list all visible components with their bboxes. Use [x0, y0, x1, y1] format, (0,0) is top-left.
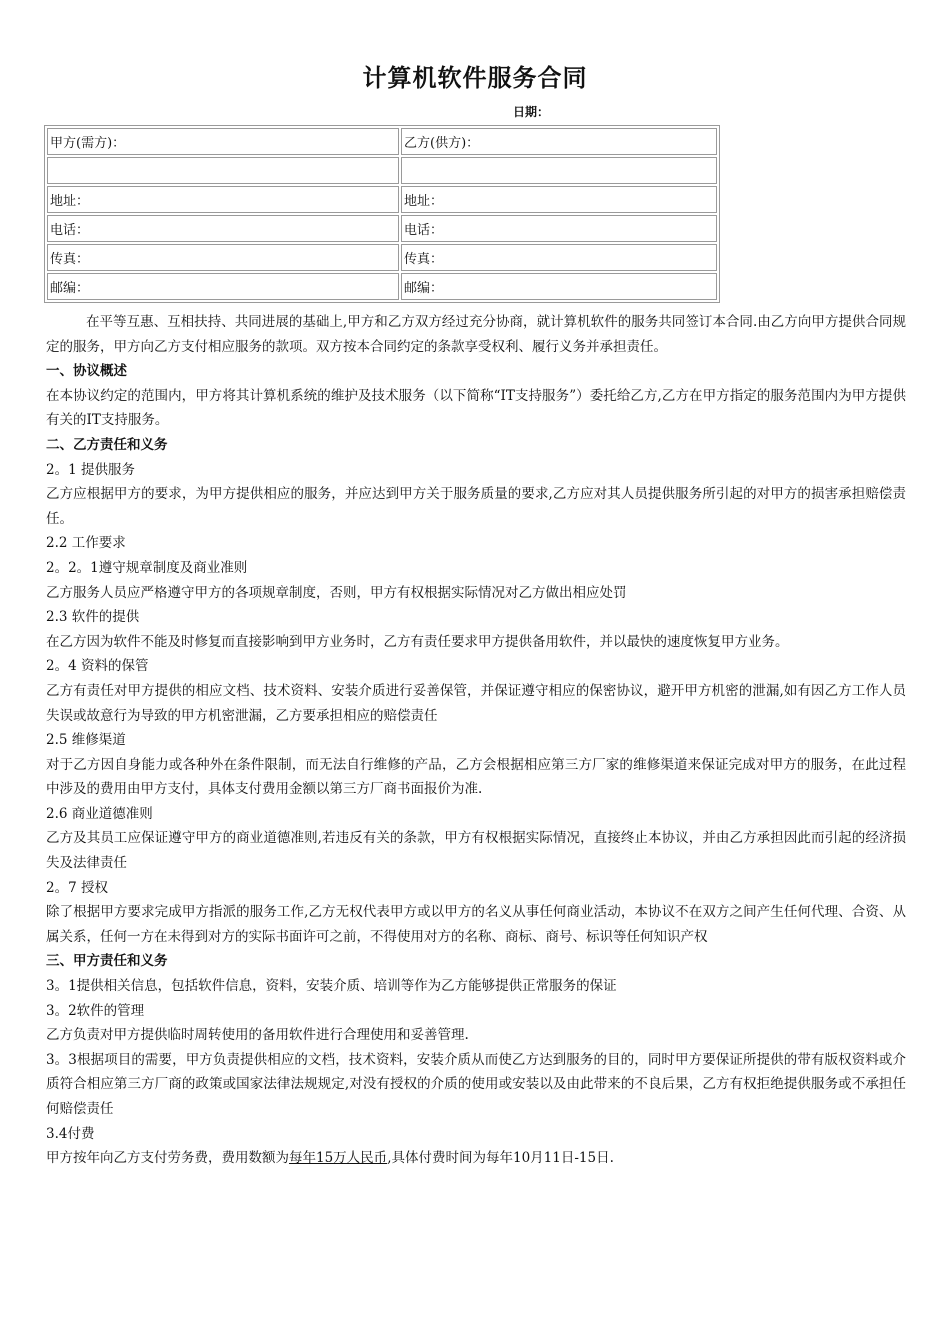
table-row: [47, 157, 717, 184]
date-label: 日期：: [513, 105, 550, 119]
payment-text-start: 甲方按年向乙方支付劳务费，费用数额为: [46, 1150, 289, 1167]
clause-3-4-text: [46, 1146, 906, 1171]
clause-2-7-text: 除了根据甲方要求完成甲方指派的服务工作,乙方无权代表甲方或以甲方的名义从事任何商业活动，本协议不在双方之间产生任何代理、合资、从属关系，任何一方在未得到对方的实际书面许可之前，不得使用对方的名称、商标、商号、标识等任何知识产权: [46, 904, 906, 945]
party-a-postcode: 邮编：: [47, 273, 399, 300]
table-row: [47, 244, 717, 271]
contract-body: [46, 310, 906, 1171]
clause-2-6-text: 乙方及其员工应保证遵守甲方的商业道德准则,若违反有关的条款，甲方有权根据实际情况，直接终止本协议，并由乙方承担因此而引起的经济损失及法律责任: [46, 830, 906, 872]
party-a-address: 地址：: [47, 186, 399, 213]
clause-2-4-text: 乙方有责任对甲方提供的相应文档、技术资料、安装介质进行妥善保管，并保证遵守相应的保密协议，避开甲方机密的泄漏,如有因乙方工作人员失误或故意行为导致的甲方机密泄漏，乙方要承担相应的赔偿责任: [46, 682, 906, 724]
table-row: [47, 215, 717, 242]
party-b-address: 地址：: [401, 186, 717, 213]
clause-2-2-1-heading: 2。2。1遵守规章制度及商业准则: [46, 559, 248, 576]
clause-2-2-1-text: 乙方服务人员应严格遵守甲方的各项规章制度，否则，甲方有权根据实际情况对乙方做出相应处罚: [46, 584, 627, 601]
section-3-heading: 三、甲方责任和义务: [46, 953, 168, 970]
parties-table: [44, 125, 720, 303]
clause-2-5-text: 对于乙方因自身能力或各种外在条件限制，而无法自行维修的产品，乙方会根据相应第三方厂家的维修渠道来保证完成对甲方的服务，在此过程中涉及的费用由甲方支付，具体支付费用金额以第三方厂商书面报价为准.: [46, 756, 906, 798]
clause-2-7-heading: 2。7 授权: [46, 879, 108, 896]
clause-2-1-text: 乙方应根据甲方的要求，为甲方提供相应的服务，并应达到甲方关于服务质量的要求,乙方应对其人员提供服务所引起的对甲方的损害承担赔偿责任。: [46, 486, 906, 527]
document-title: 计算机软件服务合同: [362, 64, 588, 92]
clause-3-4-heading: 3.4付费: [46, 1125, 95, 1142]
party-b-name-cell: [401, 157, 717, 184]
party-a-fax: 传真：: [47, 244, 399, 271]
clause-2-6-heading: 2.6 商业道德准则: [46, 805, 153, 822]
party-b-fax: 传真：: [401, 244, 717, 271]
table-row: [47, 128, 717, 155]
clause-2-3-heading: 2.3 软件的提供: [46, 609, 140, 626]
clause-2-4-heading: 2。4 资料的保管: [46, 658, 149, 675]
clause-2-3-text: 在乙方因为软件不能及时修复而直接影响到甲方业务时，乙方有责任要求甲方提供备用软件，并以最快的速度恢复甲方业务。: [46, 633, 789, 650]
party-b-postcode: 邮编：: [401, 273, 717, 300]
party-a-name-cell: [47, 157, 399, 184]
clause-3-3-text: 3。3根据项目的需要，甲方负责提供相应的文档，技术资料，安装介质从而使乙方达到服务的目的，同时甲方要保证所提供的带有版权资料或介质符合相应第三方厂商的政策或国家法律法规规定,对没有授权的介质的使用或安装以及由此带来的不良后果，乙方有权拒绝提供服务或不承担任何赔偿责任: [46, 1051, 906, 1117]
intro-paragraph: 在平等互惠、互相扶持、共同进展的基础上,甲方和乙方双方经过充分协商，就计算机软件的服务共同签订本合同.由乙方向甲方提供合同规定的服务，甲方向乙方支付相应服务的款项。双方按本合同约定的条款享受权利、履行义务并承担责任。: [46, 314, 906, 355]
clause-2-5-heading: 2.5 维修渠道: [46, 732, 126, 749]
clause-2-2-heading: 2.2 工作要求: [46, 535, 126, 552]
party-a-phone: 电话：: [47, 215, 399, 242]
table-row: [47, 273, 717, 300]
section-2-heading: 二、乙方责任和义务: [46, 436, 168, 453]
party-b-label: 乙方(供方)：: [401, 128, 717, 155]
clause-2-1-heading: 2。1 提供服务: [46, 461, 135, 478]
party-b-phone: 电话：: [401, 215, 717, 242]
section-1-text: 在本协议约定的范围内，甲方将其计算机系统的维护及技术服务（以下简称“IT支持服务”）委托给乙方,乙方在甲方指定的服务范围内为甲方提供有关的IT支持服务。: [46, 387, 906, 429]
party-a-label: 甲方(需方)：: [47, 128, 399, 155]
payment-text-end: ,具体付费时间为每年10月11日-15日.: [387, 1150, 614, 1167]
clause-3-2-text: 乙方负责对甲方提供临时周转使用的备用软件进行合理使用和妥善管理.: [46, 1027, 469, 1044]
table-row: [47, 186, 717, 213]
section-1-heading: 一、协议概述: [46, 363, 127, 380]
clause-3-1-text: 3。1提供相关信息，包括软件信息，资料，安装介质、培训等作为乙方能够提供正常服务的保证: [46, 978, 617, 995]
clause-3-2-heading: 3。2软件的管理: [46, 1002, 145, 1019]
payment-amount: 每年15万人民币: [289, 1150, 388, 1167]
